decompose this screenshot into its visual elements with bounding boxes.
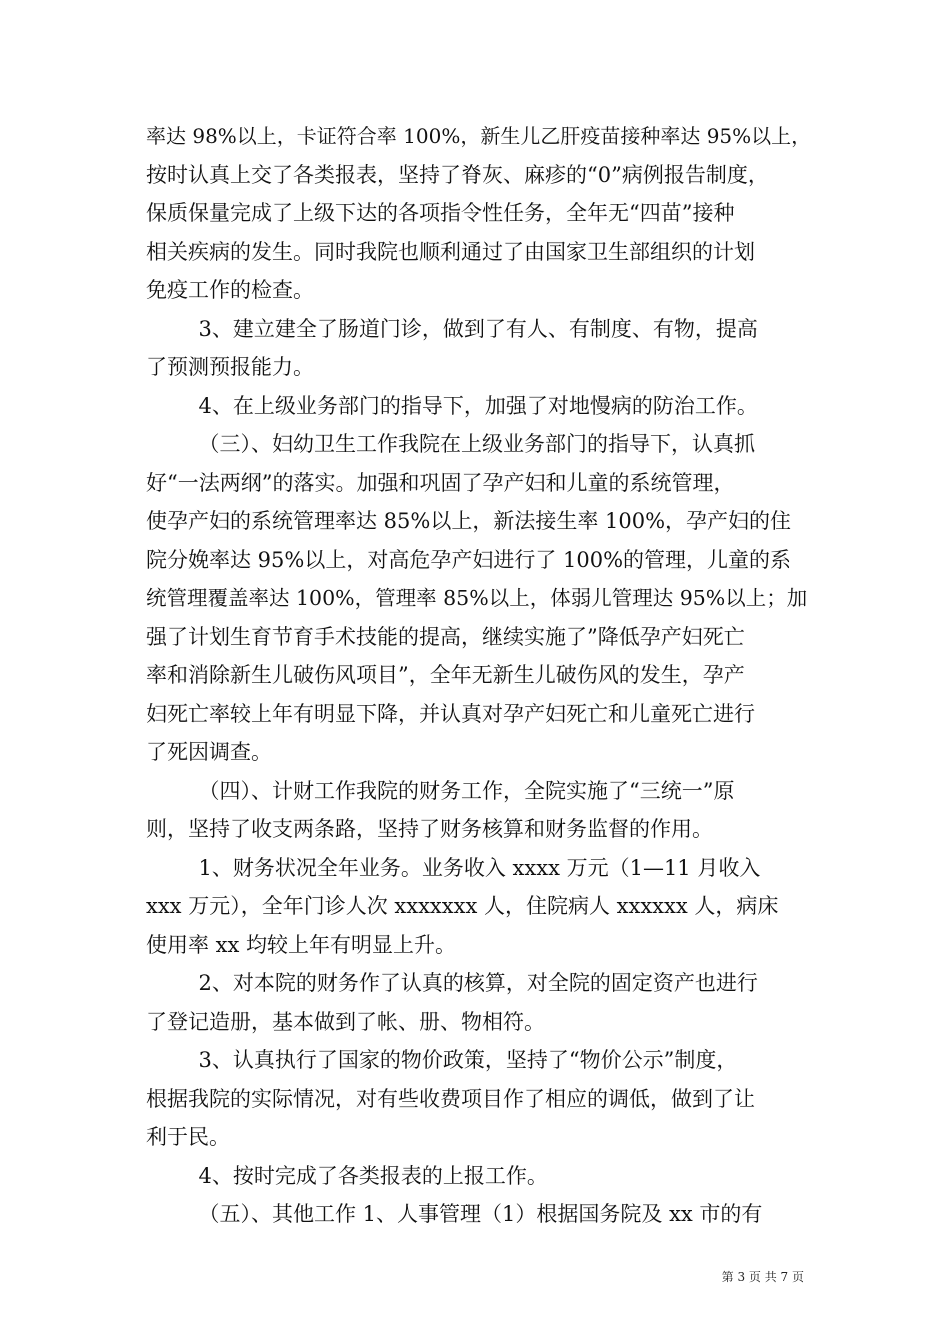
- text-line: 1、财务状况全年业务。业务收入 xxxx 万元（1—11 月收入: [198, 855, 761, 880]
- text-line: 了登记造册，基本做到了帐、册、物相符。: [146, 1009, 545, 1034]
- text-line: 则，坚持了收支两条路，坚持了财务核算和财务监督的作用。: [146, 817, 713, 841]
- text-line: 利于民。: [146, 1125, 230, 1149]
- text-line: 2、对本院的财务作了认真的核算，对全院的固定资产也进行: [198, 971, 758, 995]
- text-line: 院分娩率达 95%以上，对高危孕产妇进行了 100%的管理，儿童的系: [146, 547, 792, 572]
- text-line: 4、按时完成了各类报表的上报工作。: [198, 1163, 548, 1188]
- document-body: [146, 117, 818, 1234]
- text-line: 强了计划生育节育手术技能的提高，继续实施了”降低孕产妇死亡: [146, 624, 745, 649]
- text-line: 好“一法两纲”的落实。加强和巩固了孕产妇和儿童的系统管理，: [146, 470, 735, 495]
- text-line: 3、认真执行了国家的物价政策，坚持了“物价公示”制度，: [198, 1048, 738, 1072]
- text-line: 按时认真上交了各类报表，坚持了脊灰、麻疹的“0”病例报告制度，: [146, 162, 769, 187]
- text-line: 根据我院的实际情况，对有些收费项目作了相应的调低，做到了让: [146, 1086, 755, 1111]
- text-line: 3、建立建全了肠道门诊，做到了有人、有制度、有物，提高: [198, 316, 758, 341]
- text-line: 了死因调查。: [146, 740, 272, 764]
- text-line: 妇死亡率较上年有明显下降，并认真对孕产妇死亡和儿童死亡进行: [146, 701, 755, 726]
- text-line: （三）、妇幼卫生工作我院在上级业务部门的指导下，认真抓: [198, 432, 755, 456]
- text-line: 使用率 xx 均较上年有明显上升。: [146, 932, 457, 957]
- text-line: 统管理覆盖率达 100%，管理率 85%以上，体弱儿管理达 95%以上；加: [146, 586, 808, 610]
- text-line: 相关疾病的发生。同时我院也顺利通过了由国家卫生部组织的计划: [146, 239, 755, 264]
- text-line: 免疫工作的检查。: [146, 278, 314, 302]
- text-line: 保质保量完成了上级下达的各项指令性任务，全年无“四苗”接种: [146, 201, 735, 225]
- text-line: xxx 万元），全年门诊人次 xxxxxxx 人，住院病人 xxxxxx 人，病床: [146, 894, 779, 918]
- text-line: 了预测预报能力。: [146, 355, 314, 379]
- text-line: 使孕产妇的系统管理率达 85%以上，新法接生率 100%，孕产妇的住: [146, 509, 792, 533]
- text-line: 4、在上级业务部门的指导下，加强了对地慢病的防治工作。: [198, 393, 758, 418]
- page-number: 第 3 页 共 7 页: [721, 1270, 804, 1284]
- text-line: 率达 98%以上，卡证符合率 100%，新生儿乙肝疫苗接种率达 95%以上，: [146, 124, 812, 148]
- text-line: （五）、其他工作 1、人事管理（1）根据国务院及 xx 市的有: [198, 1202, 763, 1226]
- text-line: 率和消除新生儿破伤风项目”，全年无新生儿破伤风的发生，孕产: [146, 663, 745, 687]
- text-line: （四）、计财工作我院的财务工作，全院实施了“三统一”原: [198, 778, 735, 803]
